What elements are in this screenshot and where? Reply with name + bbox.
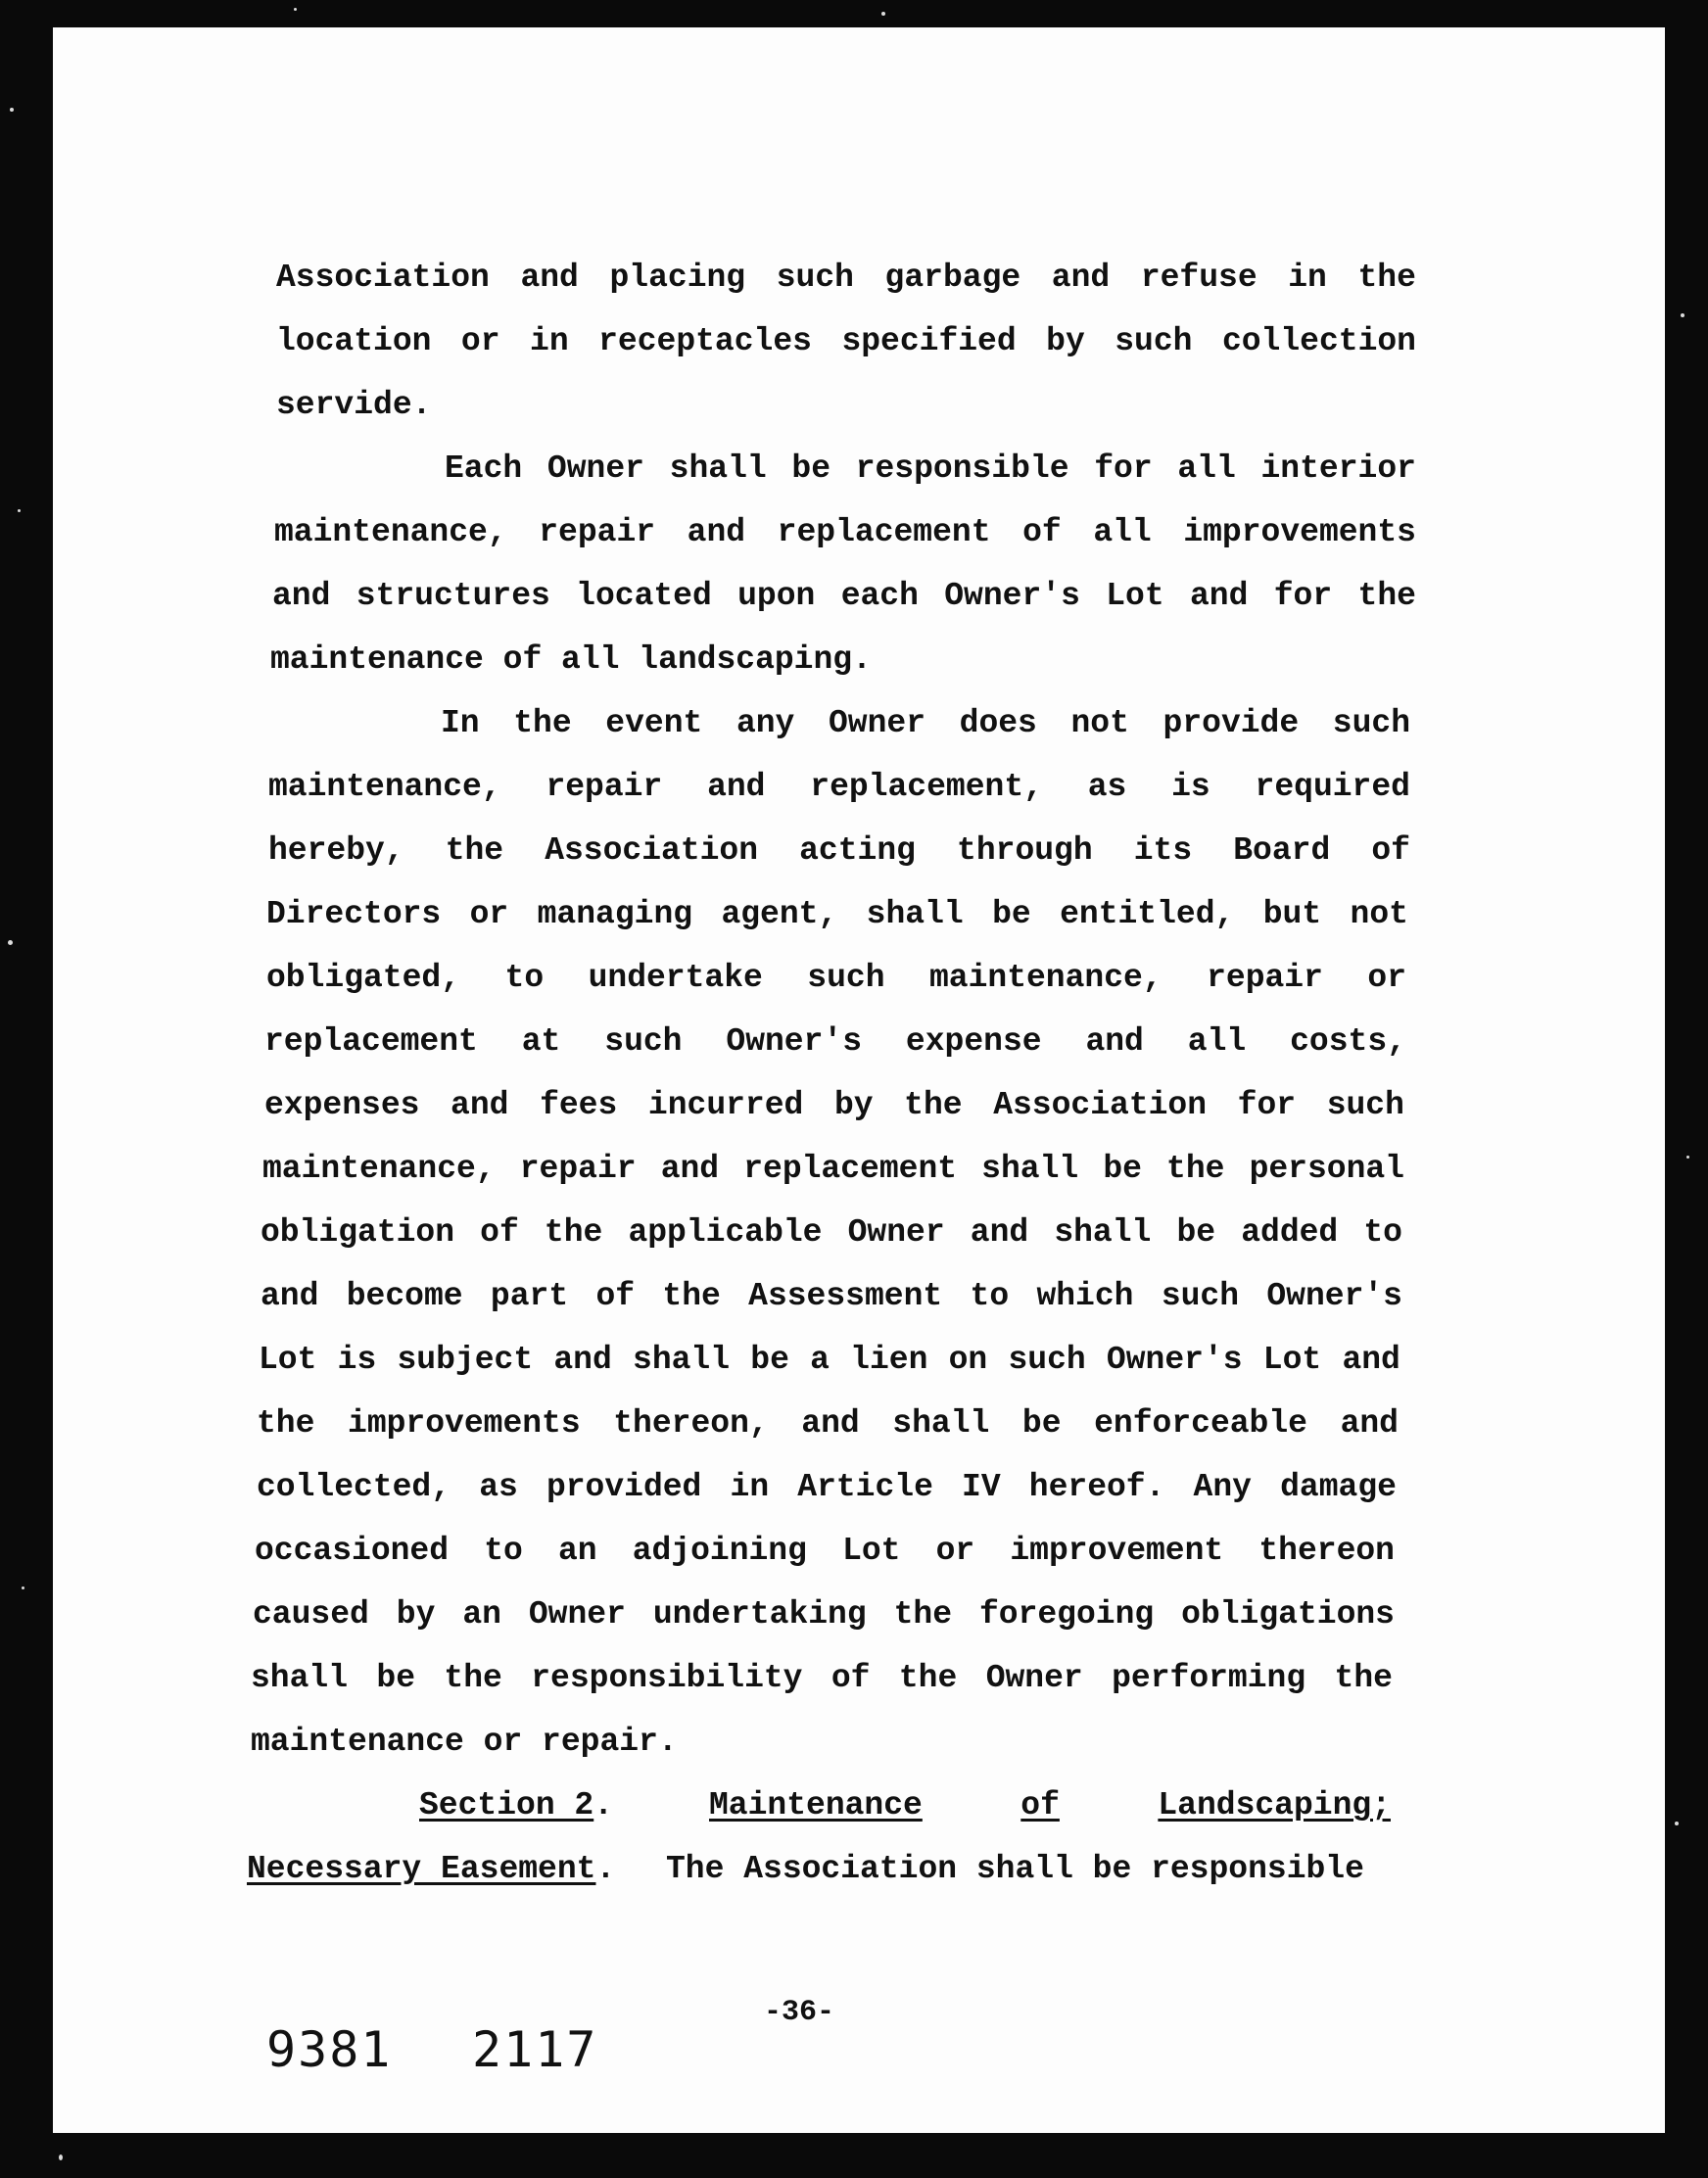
paragraph-line: maintenance, repair and replacement of all improvements	[274, 514, 1416, 550]
paragraph-line: Lot is subject and shall be a lien on such Owner's Lot and	[259, 1342, 1400, 1378]
scan-speck	[8, 940, 13, 945]
paragraph-line: collected, as provided in Article IV hereof. Any damage	[257, 1469, 1397, 1505]
paragraph-line: Association and placing such garbage and refuse in the	[276, 260, 1416, 296]
scan-speck	[18, 509, 21, 512]
paragraph-line: caused by an Owner undertaking the foregoing obligations	[253, 1596, 1395, 1633]
document-stamp-number: 2117	[472, 2021, 598, 2078]
paragraph-line: and become part of the Assessment to which such Owner's	[261, 1278, 1402, 1314]
paragraph-line: and structures located upon each Owner's Lot and for the	[272, 578, 1416, 614]
paragraph-line: In the event any Owner does not provide such	[441, 705, 1410, 741]
paragraph-line: occasioned to an adjoining Lot or improvement thereon	[255, 1533, 1395, 1569]
section-heading-continued: Necessary Easement	[247, 1851, 596, 1887]
paragraph-line: maintenance or repair.	[251, 1724, 678, 1760]
paragraph-line: replacement at such Owner's expense and all costs,	[264, 1023, 1406, 1060]
paragraph-line: shall be the responsibility of the Owner performing the	[251, 1660, 1393, 1696]
paragraph-line: location or in receptacles specified by such collection	[276, 323, 1416, 359]
paragraph-line: maintenance of all landscaping.	[270, 641, 872, 678]
paragraph-line: maintenance, repair and replacement shall be the personal	[262, 1151, 1404, 1187]
paragraph-line: obligation of the applicable Owner and shall be added to	[261, 1214, 1402, 1251]
scan-speck	[10, 108, 14, 112]
paragraph-line: the improvements thereon, and shall be enforceable and	[257, 1405, 1399, 1442]
paragraph-line: obligated, to undertake such maintenance, repair or	[266, 960, 1406, 996]
section-text: The Association shall be responsible	[666, 1851, 1364, 1887]
paragraph-line: servide.	[276, 387, 432, 423]
scan-speck	[22, 1586, 24, 1589]
scan-speck	[1681, 313, 1684, 317]
scan-speck	[59, 2154, 63, 2160]
scan-speck	[1686, 1156, 1689, 1159]
document-stamp-number: 9381	[266, 2021, 393, 2078]
paragraph-line: maintenance, repair and replacement, as is required	[268, 769, 1410, 805]
scan-speck	[1675, 1822, 1679, 1825]
section-heading: Maintenance of Landscaping;	[709, 1787, 1391, 1823]
section-number: Section 2	[419, 1787, 594, 1823]
page-number: -36-	[764, 1996, 835, 2029]
paragraph-line: Each Owner shall be responsible for all interior	[445, 450, 1416, 487]
scan-speck	[881, 12, 885, 16]
document-page: Association and placing such garbage and refuse in the location or in receptacles specified by such collection servide. Each Owner shall be responsible for all interior maintenance, repair and replacement of all improvements and structures located upon each Owner's Lot and for the maintenance of all landscaping. In the event any Owner does not provide such maintenance, repair and replacement, as is required hereby, the Association acting through its Board of Directors or managing agent, shall be entitled, but not obligated, to undertake such maintenance, repair or replacement at such Owner's expense and all costs, expenses and fees incurred by the Association for such maintenance, repair and replacement shall be the personal obligation of the applicable Owner and shall be added to and become part of the Assessment to which such Owner's Lot is subject and shall be a lien on such Owner's Lot and the improvements thereon, and shall be enforceable and collected, as provided in Article IV hereof. Any damage occasioned to an adjoining Lot or improvement thereon caused by an Owner undertaking the foregoing obligations shall be the responsibility of the Owner performing the maintenance or repair. Section 2 . Maintenance of Landscaping; Necessary Easement . The Association shall be responsible -36- 9381 2117	[53, 27, 1665, 2133]
paragraph-line: Directors or managing agent, shall be entitled, but not	[266, 896, 1408, 932]
paragraph-line: expenses and fees incurred by the Association for such	[264, 1087, 1404, 1123]
scan-speck	[294, 8, 297, 11]
paragraph-line: hereby, the Association acting through its Board of	[268, 832, 1410, 869]
